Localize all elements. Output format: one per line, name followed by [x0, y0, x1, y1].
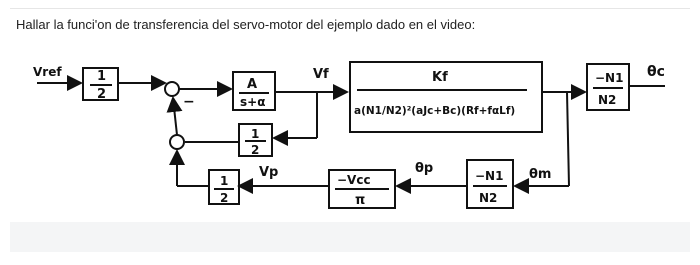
gain-ref-den: 2: [97, 87, 107, 102]
input-label: Vref: [33, 65, 62, 79]
block-diagram-image[interactable]: [17, 48, 682, 220]
output-label: θc: [647, 64, 665, 80]
vf-label: Vf: [313, 67, 329, 82]
vp-label: Vp: [259, 165, 279, 180]
theta-m-label: θm: [529, 167, 552, 182]
answer-area-band: [10, 222, 690, 252]
output-gear-den: N2: [598, 93, 617, 107]
feedback-gear-num: −N1: [475, 169, 504, 183]
motor-den: a(N1/N2)²(aJc+Bc)(Rf+fαLf): [354, 105, 516, 117]
pot-num: −Vcc: [337, 173, 371, 187]
inner-feedback-den: 2: [251, 143, 260, 157]
outer-feedback-num: 1: [220, 174, 229, 188]
theta-p-label: θp: [415, 161, 434, 176]
plant-num: A: [247, 77, 258, 92]
plant-den: s+α: [240, 95, 266, 109]
outer-feedback-den: 2: [220, 191, 229, 205]
gain-ref-num: 1: [97, 69, 107, 84]
pot-den: π: [355, 193, 366, 208]
inner-feedback-num: 1: [251, 127, 260, 141]
question-text: Hallar la funci'on de transferencia del servo-motor del ejemplo dado en el video:: [16, 17, 476, 32]
block-diagram: [17, 48, 682, 220]
divider: [10, 8, 690, 9]
motor-num: Kf: [432, 70, 448, 85]
sum-minus-sign: −: [183, 94, 195, 110]
feedback-gear-den: N2: [479, 191, 498, 205]
output-gear-num: −N1: [595, 71, 624, 85]
